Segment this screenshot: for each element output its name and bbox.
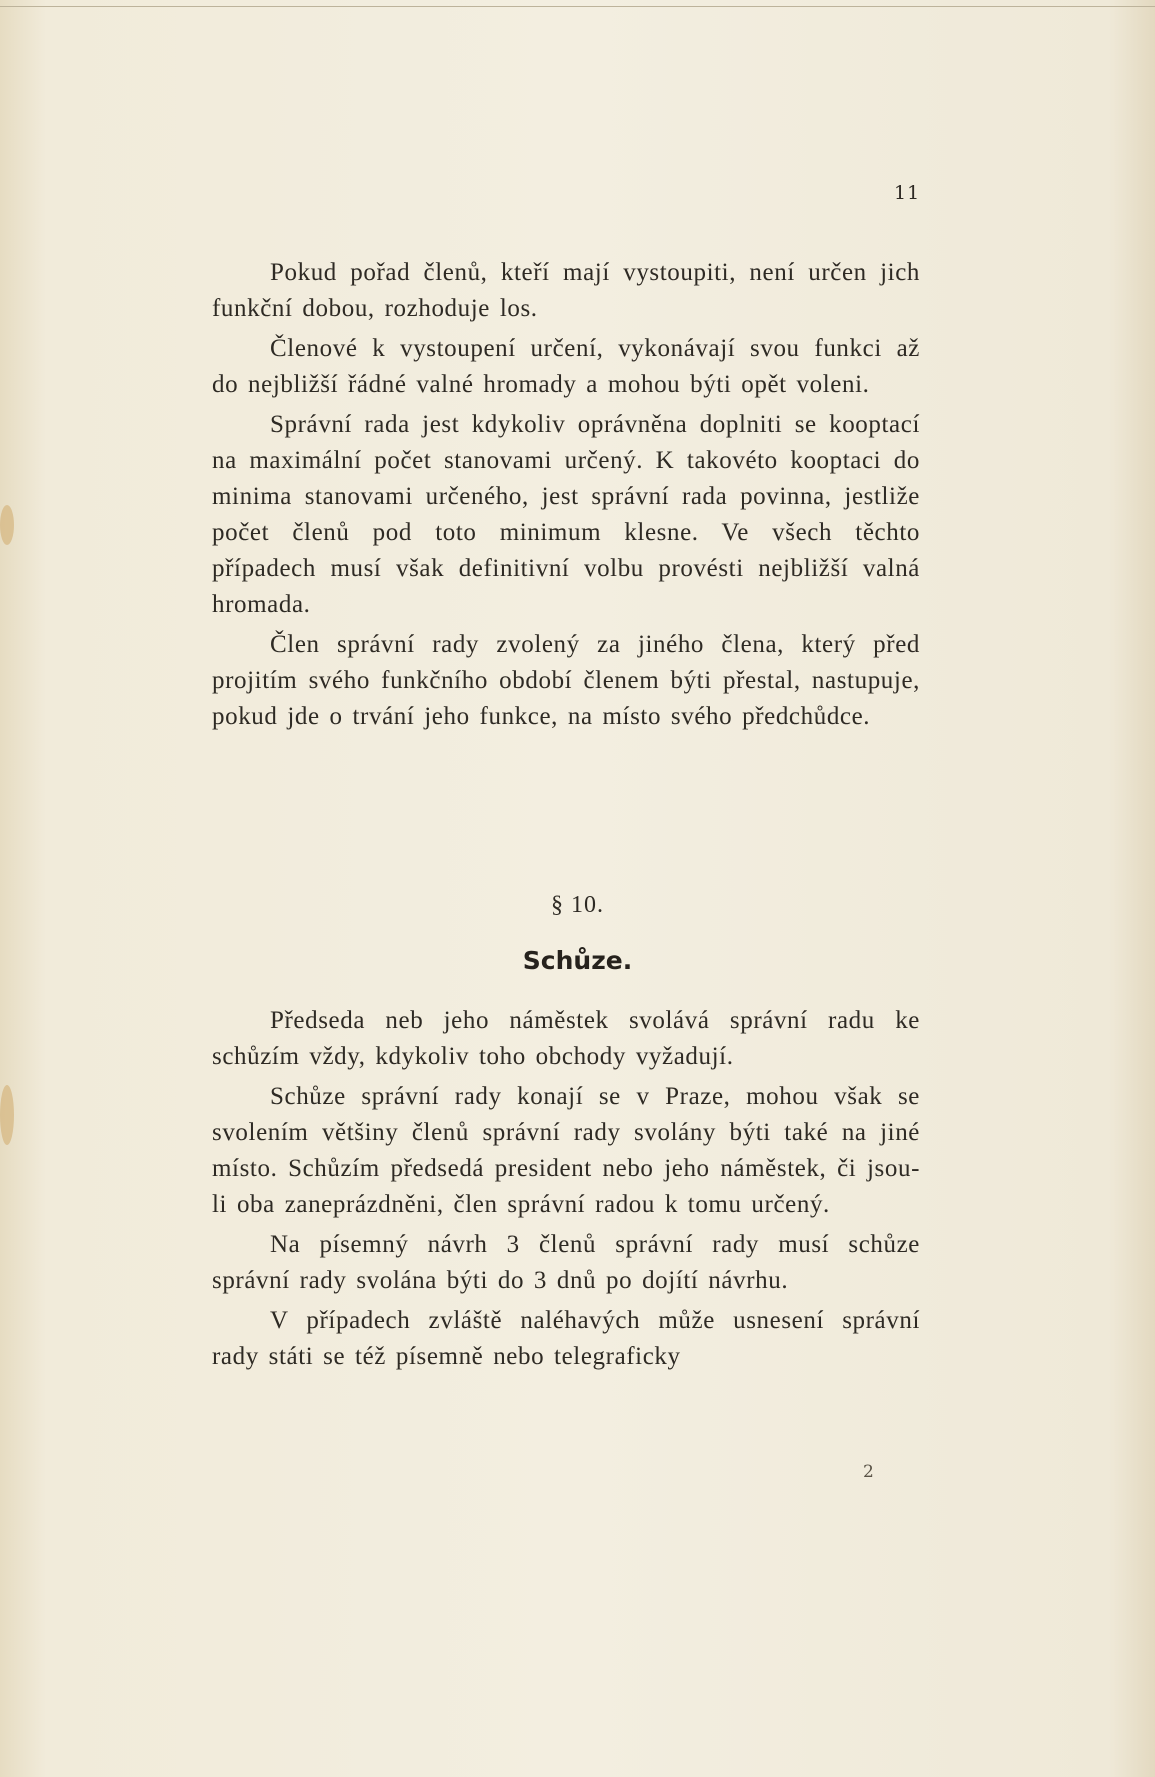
body-text-top — [212, 255, 920, 739]
paragraph: V případech zvláště naléhavých může usnesení správní rady státi se též písemně nebo telegraficky — [212, 1307, 920, 1370]
paragraph: Schůze správní rady konají se v Praze, mohou však se svolením většiny členů správní rady svolány býti také na jiné místo. Schůzím předsedá president nebo jeho náměstek, či jsou-li oba zaneprázdněni, člen správní radou k tomu určený. — [212, 1083, 920, 1218]
printer-signature-mark: 2 — [863, 1462, 874, 1482]
page-top-edge — [0, 6, 1155, 7]
body-text-bottom — [212, 1003, 920, 1379]
paragraph: Člen správní rady zvolený za jiného člena, který před projitím svého funkčního období členem býti přestal, nastupuje, pokud jde o trvání jeho funkce, na místo svého předchůdce. — [212, 631, 920, 730]
paragraph: Správní rada jest kdykoliv oprávněna doplniti se kooptací na maximální počet stanovami určený. K takovéto kooptaci do minima stanovami určeného, jest správní rada povinna, jestliže počet členů pod toto minimum klesne. Ve všech těchto případech musí však definitivní volbu provésti nejbližší valná hromada. — [212, 411, 920, 618]
paragraph: Předseda neb jeho náměstek svolává správní radu ke schůzím vždy, kdykoliv toho obchody vyžadují. — [212, 1007, 920, 1070]
section-number: § 10. — [551, 892, 604, 918]
section-title: Schůze. — [522, 946, 633, 975]
paragraph: Pokud pořad členů, kteří mají vystoupiti, není určen jich funkční dobou, rozhoduje los. — [212, 259, 920, 322]
paragraph: Členové k vystoupení určení, vykonávají svou funkci až do nejbližší řádné valné hromady a mohou býti opět voleni. — [212, 335, 920, 398]
page-stain — [0, 505, 14, 545]
page-number: 11 — [894, 182, 921, 204]
page-stain — [0, 1085, 14, 1145]
paragraph: Na písemný návrh 3 členů správní rady musí schůze správní rady svolána býti do 3 dnů po dojítí návrhu. — [212, 1231, 920, 1294]
